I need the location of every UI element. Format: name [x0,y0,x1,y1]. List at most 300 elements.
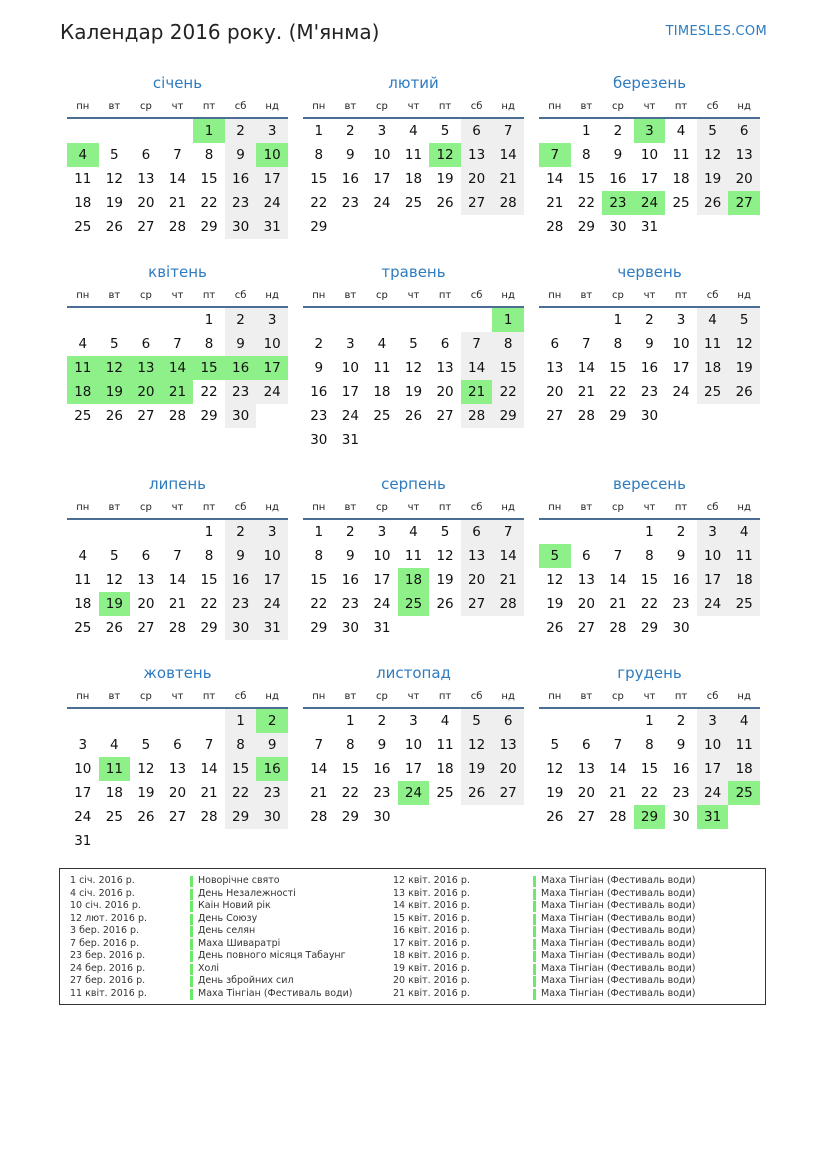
day-cell: 6 [492,709,524,733]
month-name: серпень [381,475,446,493]
day-cell: 9 [225,332,257,356]
day-cell: 20 [436,384,454,400]
weekday-label: пн [312,101,326,112]
empty-cell [728,404,760,428]
weekday-label: пн [76,502,90,513]
empty-cell [429,616,461,640]
day-cell: 5 [461,709,493,733]
holiday-day: 27 [728,191,760,215]
day-cell: 28 [168,620,187,636]
day-cell: 14 [492,544,524,568]
legend-holiday-name: День повного місяця Табаунг [198,950,346,961]
day-cell: 11 [74,171,92,187]
day-cell: 28 [577,408,595,424]
day-cell: 5 [728,308,760,332]
day-cell: 22 [640,596,659,612]
day-cell: 29 [609,408,627,424]
day-cell: 15 [225,757,257,781]
days-grid [67,520,288,640]
day-cell: 25 [373,408,391,424]
holiday-day: 7 [539,143,571,167]
day-cell: 16 [640,360,659,376]
day-cell: 14 [546,171,564,187]
day-cell: 28 [609,620,627,636]
day-cell: 22 [310,195,328,211]
day-cell: 13 [461,544,493,568]
day-cell: 5 [440,123,450,139]
weekday-label: нд [737,691,751,702]
empty-cell [303,709,335,733]
day-cell: 8 [204,336,214,352]
day-cell: 30 [373,809,391,825]
legend-color-marker [190,901,193,912]
empty-cell [162,829,194,853]
day-cell: 9 [377,737,387,753]
days-grid [303,308,524,452]
legend-row [70,913,430,926]
weekday-label: сб [470,502,483,513]
legend-color-marker [533,939,536,950]
day-cell: 14 [492,143,524,167]
day-cell: 10 [640,147,659,163]
day-cell: 16 [341,572,359,588]
day-cell: 10 [341,360,359,376]
holiday-day: 19 [99,380,131,404]
day-cell: 4 [728,709,760,733]
weekday-label: чт [407,101,420,112]
weekday-label: пн [76,290,90,301]
empty-cell [130,829,162,853]
day-cell: 10 [697,544,729,568]
days-grid [67,308,288,428]
day-cell: 12 [137,761,155,777]
day-cell: 6 [461,520,493,544]
day-cell: 12 [105,572,123,588]
day-cell: 21 [546,195,564,211]
weekday-label: сб [234,691,247,702]
holiday-day: 11 [67,356,99,380]
day-cell: 11 [697,332,729,356]
day-cell: 9 [676,548,686,564]
day-cell: 28 [168,219,187,235]
weekday-label: вт [580,290,593,301]
legend-row [393,988,753,1001]
empty-cell [256,404,288,428]
day-cell: 16 [310,384,328,400]
day-cell: 23 [341,596,359,612]
day-cell: 7 [613,737,623,753]
day-cell: 11 [436,737,454,753]
weekday-label: пн [312,691,326,702]
weekday-label: ср [139,101,152,112]
legend-row [70,950,430,963]
weekday-label: нд [501,101,515,112]
day-cell: 29 [310,620,328,636]
legend-holiday-name: Маха Тінгіан (Фестиваль води) [541,962,696,974]
weekday-label: пн [548,290,562,301]
weekday-label: ср [375,691,388,702]
legend-row [70,988,430,1001]
weekday-header [303,286,524,308]
day-cell: 10 [373,147,391,163]
legend-date: 14 квіт. 2016 р. [393,900,470,911]
weekday-label: пн [548,101,562,112]
day-cell: 30 [640,408,659,424]
holiday-day: 12 [429,143,461,167]
day-cell: 6 [550,336,560,352]
empty-cell [335,215,367,239]
day-cell: 15 [200,171,218,187]
weekday-label: сб [234,101,247,112]
legend-color-marker [190,976,193,987]
empty-cell [398,805,430,829]
empty-cell [398,308,430,332]
empty-cell [130,119,162,143]
day-cell: 27 [577,809,595,825]
day-cell: 20 [137,596,155,612]
days-grid [539,520,760,640]
day-cell: 13 [546,360,564,376]
legend-color-marker [533,964,536,975]
day-cell: 2 [676,524,686,540]
empty-cell [728,215,760,239]
day-cell: 4 [440,713,450,729]
day-cell: 13 [137,572,155,588]
empty-cell [398,215,430,239]
day-cell: 14 [577,360,595,376]
legend-date: 10 січ. 2016 р. [70,900,141,911]
holiday-day: 10 [256,143,288,167]
day-cell: 2 [225,520,257,544]
holiday-day: 16 [225,356,257,380]
day-cell: 15 [640,761,659,777]
day-cell: 3 [697,520,729,544]
day-cell: 9 [225,544,257,568]
weekday-label: ср [375,502,388,513]
days-grid [67,709,288,853]
legend-holiday-name: Маха Тінгіан (Фестиваль води) [198,987,353,999]
holiday-day: 2 [256,709,288,733]
weekday-label: вт [344,691,357,702]
holiday-day: 29 [634,805,666,829]
legend-row [393,900,753,913]
day-cell: 29 [200,408,218,424]
empty-cell [162,709,194,733]
day-cell: 7 [613,548,623,564]
day-cell: 7 [173,336,182,352]
weekday-label: нд [501,502,515,513]
legend-holiday-name: Каін Новий рік [198,900,271,911]
day-cell: 8 [645,548,654,564]
day-cell: 5 [550,737,560,753]
weekday-label: сб [706,691,719,702]
weekday-header [539,687,760,709]
day-cell: 16 [672,572,690,588]
day-cell: 19 [105,195,123,211]
legend-date: 23 бер. 2016 р. [70,950,146,961]
legend-holiday-name: Маха Тінгіан (Фестиваль води) [541,912,696,924]
empty-cell [602,709,634,733]
day-cell: 24 [74,809,92,825]
legend-color-marker [533,951,536,962]
legend-color-marker [533,914,536,925]
day-cell: 22 [200,195,218,211]
day-cell: 23 [225,191,257,215]
legend-date: 18 квіт. 2016 р. [393,950,470,961]
day-cell: 19 [404,384,423,400]
day-cell: 26 [697,191,729,215]
weekday-header [303,498,524,520]
empty-cell [99,709,131,733]
empty-cell [697,215,729,239]
day-cell: 22 [200,596,218,612]
weekday-header [67,687,288,709]
day-cell: 1 [613,312,623,328]
day-cell: 19 [461,757,493,781]
day-cell: 2 [377,713,387,729]
empty-cell [697,616,729,640]
day-cell: 29 [341,809,359,825]
holiday-day: 12 [99,356,131,380]
legend-color-marker [533,989,536,1000]
legend-holiday-name: День збройних сил [198,975,294,986]
day-cell: 9 [346,548,355,564]
days-grid [303,119,524,239]
legend-date: 12 квіт. 2016 р. [393,875,470,886]
holiday-day: 16 [256,757,288,781]
weekday-label: пн [76,691,90,702]
holiday-day: 4 [67,143,99,167]
weekday-label: нд [501,290,515,301]
weekday-label: нд [737,502,751,513]
day-cell: 5 [440,524,450,540]
weekday-header [303,97,524,119]
day-cell: 15 [310,171,328,187]
days-grid [303,520,524,640]
day-cell: 21 [168,596,187,612]
month-name: червень [617,263,682,281]
month-calendar [67,660,288,853]
day-cell: 19 [697,167,729,191]
empty-cell [539,308,571,332]
empty-cell [99,308,131,332]
day-cell: 29 [640,620,659,636]
day-cell: 23 [310,408,328,424]
day-cell: 15 [640,572,659,588]
day-cell: 20 [461,167,493,191]
legend-row [393,925,753,938]
day-cell: 15 [341,761,359,777]
day-cell: 8 [582,147,591,163]
day-cell: 28 [546,219,564,235]
weekday-label: сб [470,691,483,702]
day-cell: 16 [225,167,257,191]
day-cell: 29 [577,219,595,235]
month-calendar [539,259,760,428]
day-cell: 17 [373,171,391,187]
weekday-label: нд [737,101,751,112]
weekday-label: ср [611,101,624,112]
empty-cell [67,520,99,544]
legend-color-marker [190,914,193,925]
empty-cell [256,829,288,853]
day-cell: 14 [310,761,328,777]
empty-cell [492,215,524,239]
day-cell: 20 [546,384,564,400]
weekday-header [539,498,760,520]
day-cell: 30 [225,404,257,428]
day-cell: 25 [105,809,123,825]
empty-cell [162,520,194,544]
legend-date: 27 бер. 2016 р. [70,975,146,986]
weekday-header [67,97,288,119]
weekday-label: чт [643,691,656,702]
legend-row [393,875,753,888]
day-cell: 24 [256,191,288,215]
day-cell: 21 [492,167,524,191]
legend-color-marker [190,989,193,1000]
day-cell: 29 [225,805,257,829]
month-calendar [303,259,524,452]
day-cell: 27 [546,408,564,424]
day-cell: 26 [105,219,123,235]
day-cell: 2 [314,336,324,352]
day-cell: 7 [204,737,214,753]
empty-cell [99,520,131,544]
weekday-label: нд [265,691,279,702]
day-cell: 4 [676,123,686,139]
empty-cell [398,616,430,640]
legend-holiday-name: День Незалежності [198,887,296,899]
day-cell: 28 [168,408,187,424]
legend-row [393,963,753,976]
holiday-legend [59,868,766,1005]
day-cell: 31 [373,620,391,636]
empty-cell [67,308,99,332]
day-cell: 16 [609,171,627,187]
day-cell: 12 [105,171,123,187]
day-cell: 18 [105,785,123,801]
day-cell: 7 [173,147,182,163]
weekday-label: пт [202,691,216,702]
day-cell: 15 [310,572,328,588]
day-cell: 30 [225,215,257,239]
day-cell: 27 [492,781,524,805]
page-title: Календар 2016 року. (М'янма) [60,20,380,44]
day-cell: 19 [436,171,454,187]
day-cell: 5 [110,548,119,564]
weekday-label: сб [706,290,719,301]
day-cell: 25 [404,195,423,211]
day-cell: 9 [314,360,324,376]
day-cell: 21 [492,568,524,592]
day-cell: 23 [256,781,288,805]
legend-color-marker [190,951,193,962]
legend-date: 13 квіт. 2016 р. [393,887,470,899]
day-cell: 10 [74,761,92,777]
day-cell: 24 [373,195,391,211]
empty-cell [398,428,430,452]
legend-color-marker [190,939,193,950]
day-cell: 8 [314,147,324,163]
day-cell: 19 [728,356,760,380]
day-cell: 2 [346,123,355,139]
day-cell: 15 [492,356,524,380]
legend-color-marker [533,889,536,900]
day-cell: 3 [256,308,288,332]
day-cell: 21 [609,596,627,612]
day-cell: 1 [314,524,324,540]
day-cell: 22 [341,785,359,801]
day-cell: 7 [173,548,182,564]
day-cell: 6 [582,737,591,753]
day-cell: 23 [373,785,391,801]
day-cell: 18 [728,757,760,781]
weekday-label: ср [611,502,624,513]
day-cell: 5 [697,119,729,143]
day-cell: 12 [436,548,454,564]
site-link[interactable]: TIMESLES.COM [665,24,767,39]
empty-cell [461,428,493,452]
month-calendar [67,259,288,428]
day-cell: 4 [110,737,119,753]
day-cell: 22 [310,596,328,612]
weekday-label: сб [234,290,247,301]
day-cell: 22 [640,785,659,801]
holiday-day: 13 [130,356,162,380]
weekday-label: чт [643,502,656,513]
day-cell: 13 [461,143,493,167]
weekday-label: чт [643,290,656,301]
holiday-day: 31 [697,805,729,829]
day-cell: 26 [404,408,423,424]
day-cell: 28 [609,809,627,825]
holiday-day: 15 [193,356,225,380]
holiday-day: 11 [99,757,131,781]
weekday-label: пн [76,101,90,112]
legend-column [70,875,430,1000]
day-cell: 18 [436,761,454,777]
weekday-label: пн [548,502,562,513]
day-cell: 13 [577,572,595,588]
day-cell: 12 [728,332,760,356]
legend-color-marker [533,901,536,912]
day-cell: 11 [728,544,760,568]
day-cell: 4 [409,524,418,540]
day-cell: 20 [137,195,155,211]
day-cell: 9 [613,147,623,163]
day-cell: 18 [672,171,690,187]
day-cell: 21 [310,785,328,801]
day-cell: 29 [492,404,524,428]
day-cell: 26 [728,380,760,404]
day-cell: 26 [105,620,123,636]
holiday-day: 24 [398,781,430,805]
month-name: липень [148,475,207,493]
day-cell: 6 [141,548,151,564]
legend-date: 3 бер. 2016 р. [70,925,140,936]
days-grid [539,709,760,829]
day-cell: 11 [404,147,423,163]
holiday-day: 21 [162,380,194,404]
day-cell: 28 [492,592,524,616]
empty-cell [366,308,398,332]
empty-cell [162,119,194,143]
weekday-label: пт [438,502,452,513]
day-cell: 3 [676,312,686,328]
day-cell: 7 [314,737,324,753]
month-name: квітень [148,263,207,281]
